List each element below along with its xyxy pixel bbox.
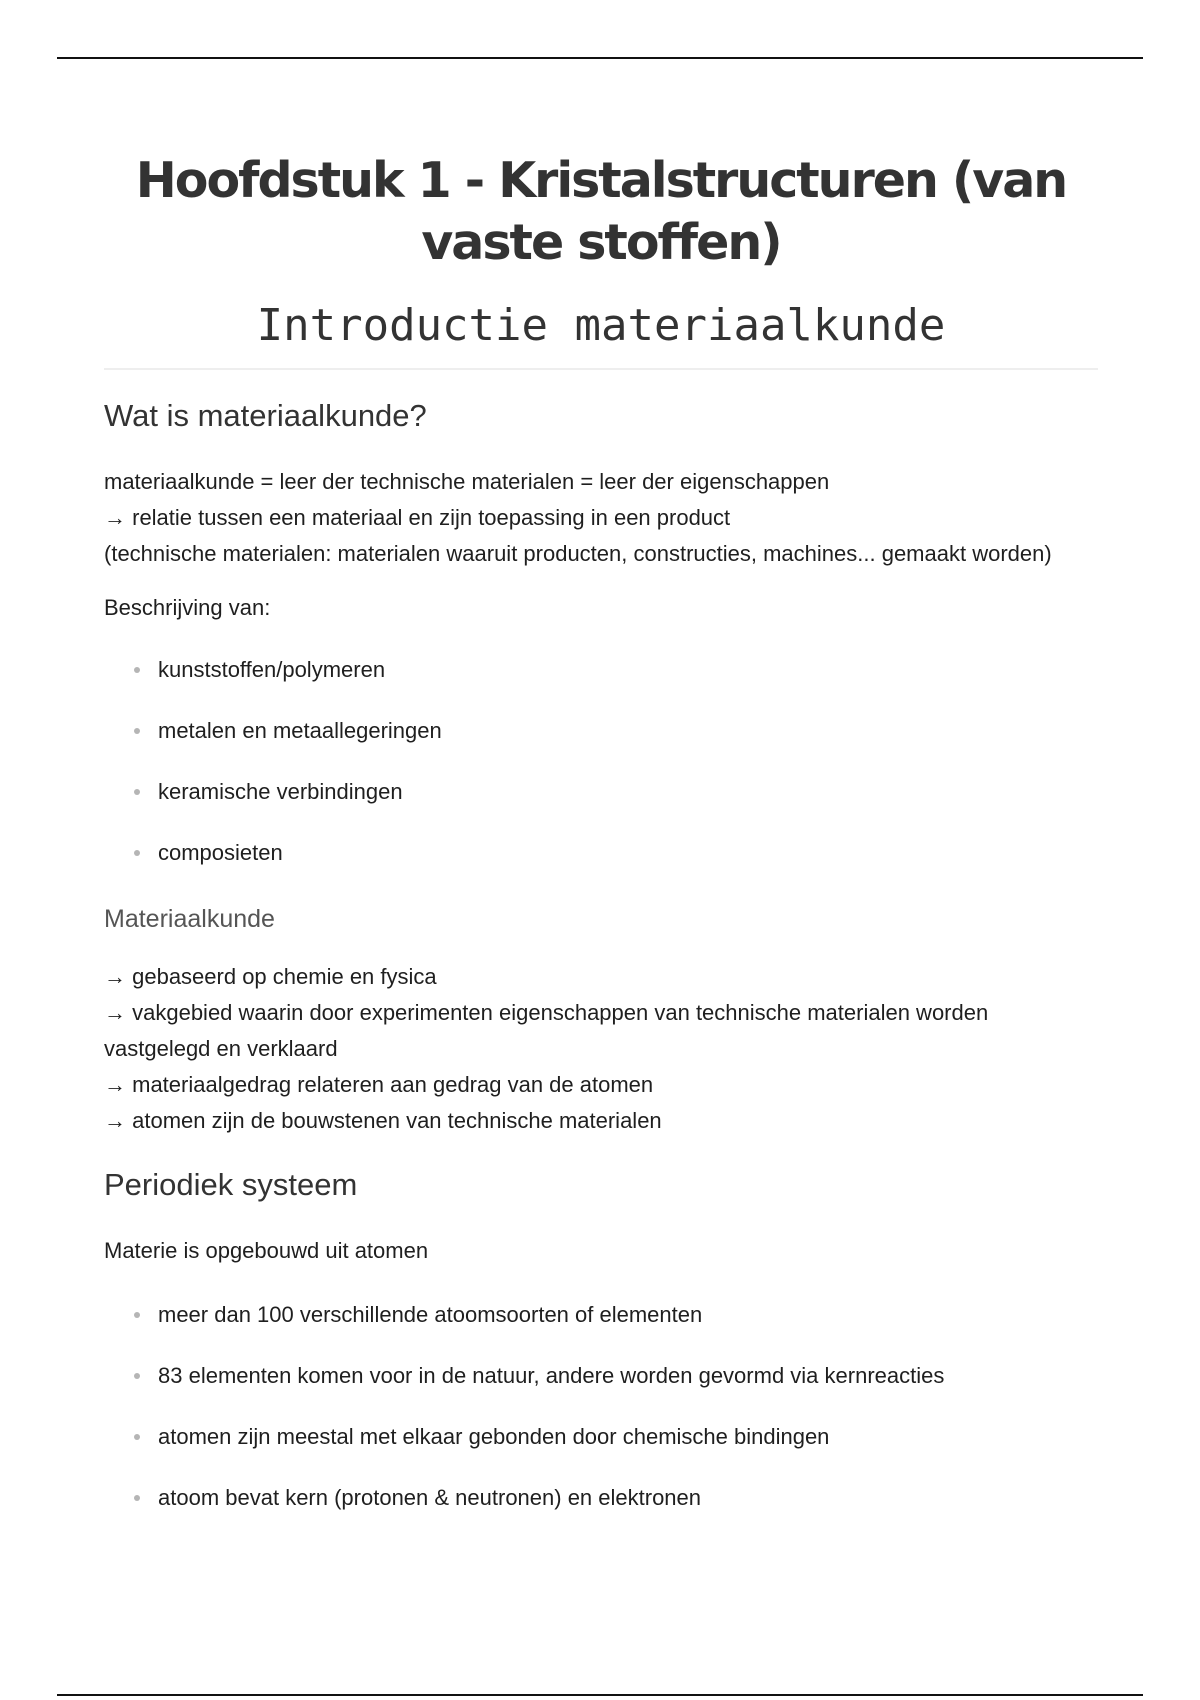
bullet-icon [134,1495,140,1501]
arrow-line: → gebaseerd op chemie en fysica [104,964,437,989]
list-item-text: metalen en metaallegeringen [158,718,442,743]
list-item [134,715,1098,747]
list-item-text: kunststoffen/polymeren [158,657,386,682]
list-item-text: 83 elementen komen voor in de natuur, andere worden gevormd via kernreacties [158,1363,945,1388]
bullet-icon [134,1434,140,1440]
periodiek-intro: Materie is opgebouwd uit atomen [104,1238,429,1263]
list-item [134,837,1098,869]
bullet-icon [134,1373,140,1379]
technical-materials-note: (technische materialen: materialen waaruit producten, constructies, machines... gemaakt worden) [104,541,1052,566]
arrow-line: → materiaalgedrag relateren aan gedrag van de atomen [104,1072,654,1097]
materiaalkunde-paragraph [104,959,1098,1139]
bullet-icon [134,789,140,795]
list-item-text: atomen zijn meestal met elkaar gebonden door chemische bindingen [158,1424,830,1449]
list-item [134,1421,1098,1453]
description-intro: Beschrijving van: [104,595,271,620]
atom-facts-list [104,1299,1098,1514]
arrow-line: → vakgebied waarin door experimenten eigenschappen van technische materialen worden vastgelegd en verklaard [104,1000,989,1061]
list-item [134,1360,1098,1392]
arrow-line: → atomen zijn de bouwstenen van technische materialen [104,1108,662,1133]
bullet-icon [134,728,140,734]
list-item [134,654,1098,686]
bottom-rule [57,1694,1143,1696]
bullet-icon [134,667,140,673]
document-page [104,150,1098,1514]
bullet-icon [134,1312,140,1318]
list-item-text: meer dan 100 verschillende atoomsoorten of elementen [158,1302,703,1327]
list-item [134,1299,1098,1331]
list-item-text: atoom bevat kern (protonen & neutronen) en elektronen [158,1485,702,1510]
definition-line: materiaalkunde = leer der technische materialen = leer der eigenschappen [104,469,830,494]
definition-paragraph [104,464,1098,572]
list-item [134,1482,1098,1514]
list-item [134,776,1098,808]
bullet-icon [134,850,140,856]
relation-line: → relatie tussen een materiaal en zijn toepassing in een product [104,505,731,530]
subsection-heading-materiaalkunde: Materiaalkunde [104,905,275,933]
section-heading-what-is: Wat is materiaalkunde? [104,398,427,433]
material-types-list [104,654,1098,869]
top-rule [57,57,1143,59]
section-heading-periodiek: Periodiek systeem [104,1167,358,1202]
document-subtitle: Introductie materiaalkunde [104,298,1098,370]
document-title: Hoofdstuk 1 - Kristalstructuren (van vaste stoffen) [135,152,1067,271]
list-item-text: keramische verbindingen [158,779,403,804]
list-item-text: composieten [158,840,283,865]
